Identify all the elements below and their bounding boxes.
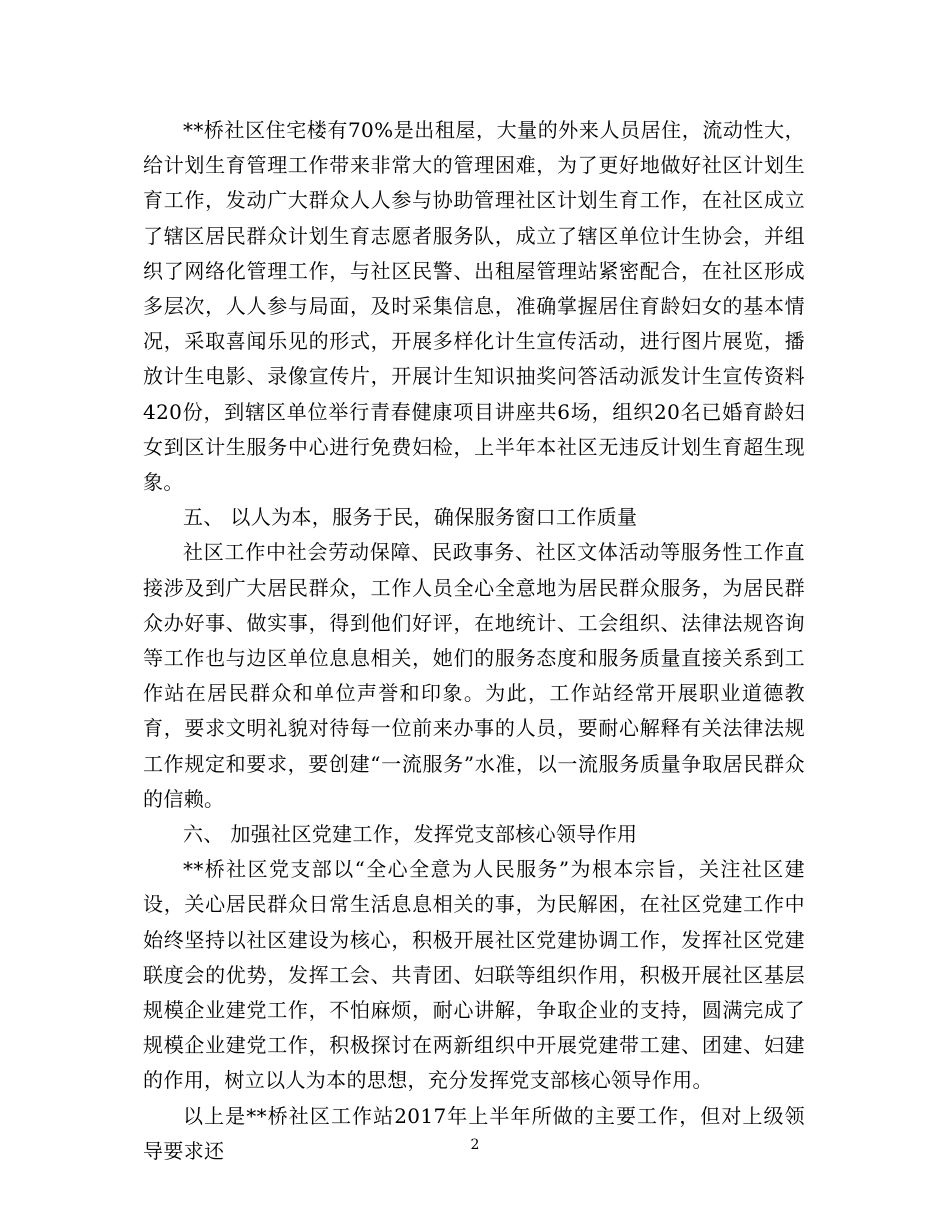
paragraph-summary: 以上是**桥社区工作站2017年上半年所做的主要工作，但对上级领导要求还 xyxy=(143,1103,805,1163)
section-heading-five: 五、 以人为本，服务于民，确保服务窗口工作质量 xyxy=(183,505,638,530)
paragraph-service-window: 社区工作中社会劳动保障、民政事务、社区文体活动等服务性工作直接涉及到广大居民群众，工作人员全心全意地为居民群众服务，为居民群众办好事、做实事，得到他们好评，在地统计、工会组织、法律法规咨询等工作也与边区单位息息相关，她们的服务态度和服务质量直接关系到工作站在居民群众和单位声誉和印象。为此，工作站经常开展职业道德教育，要求文明礼貌对待每一位前来办事的人员，要耐心解释有关法律法规工作规定和要求，要创建“一流服务”水准，以一流服务质量争取居民群众的信赖。 xyxy=(143,540,805,811)
page-number: 2 xyxy=(470,1137,480,1153)
section-heading-six: 六、 加强社区党建工作，发挥党支部核心领导作用 xyxy=(183,822,638,847)
document-body xyxy=(143,113,805,1169)
paragraph-family-planning: **桥社区住宅楼有70%是出租屋，大量的外来人员居住，流动性大，给计划生育管理工作带来非常大的管理困难，为了更好地做好社区计划生育工作，发动广大群众人人参与协助管理社区计划生育工作，在社区成立了辖区居民群众计划生育志愿者服务队，成立了辖区单位计生协会，并组织了网络化管理工作，与社区民警、出租屋管理站紧密配合，在社区形成多层次，人人参与局面，及时采集信息，准确掌握居住育龄妇女的基本情况，采取喜闻乐见的形式，开展多样化计生宣传活动，进行图片展览，播放计生电影、录像宣传片，开展计生知识抽奖问答活动派发计生宣传资料420份，到辖区单位举行青春健康项目讲座共6场，组织20名已婚育龄妇女到区计生服务中心进行免费妇检，上半年本社区无违反计划生育超生现象。 xyxy=(143,118,805,495)
paragraph-party-building: **桥社区党支部以“全心全意为人民服务”为根本宗旨，关注社区建设，关心居民群众日常生活息息相关的事，为民解困，在社区党建工作中始终坚持以社区建设为核心，积极开展社区党建协调工作，发挥社区党建联度会的优势，发挥工会、共青团、妇联等组织作用，积极开展社区基层规模企业建党工作，不怕麻烦，耐心讲解，争取企业的支持，圆满完成了规模企业建党工作，积极探讨在两新组织中开展党建带工建、团建、妇建的作用，树立以人为本的思想，充分发挥党支部核心领导作用。 xyxy=(143,857,805,1093)
